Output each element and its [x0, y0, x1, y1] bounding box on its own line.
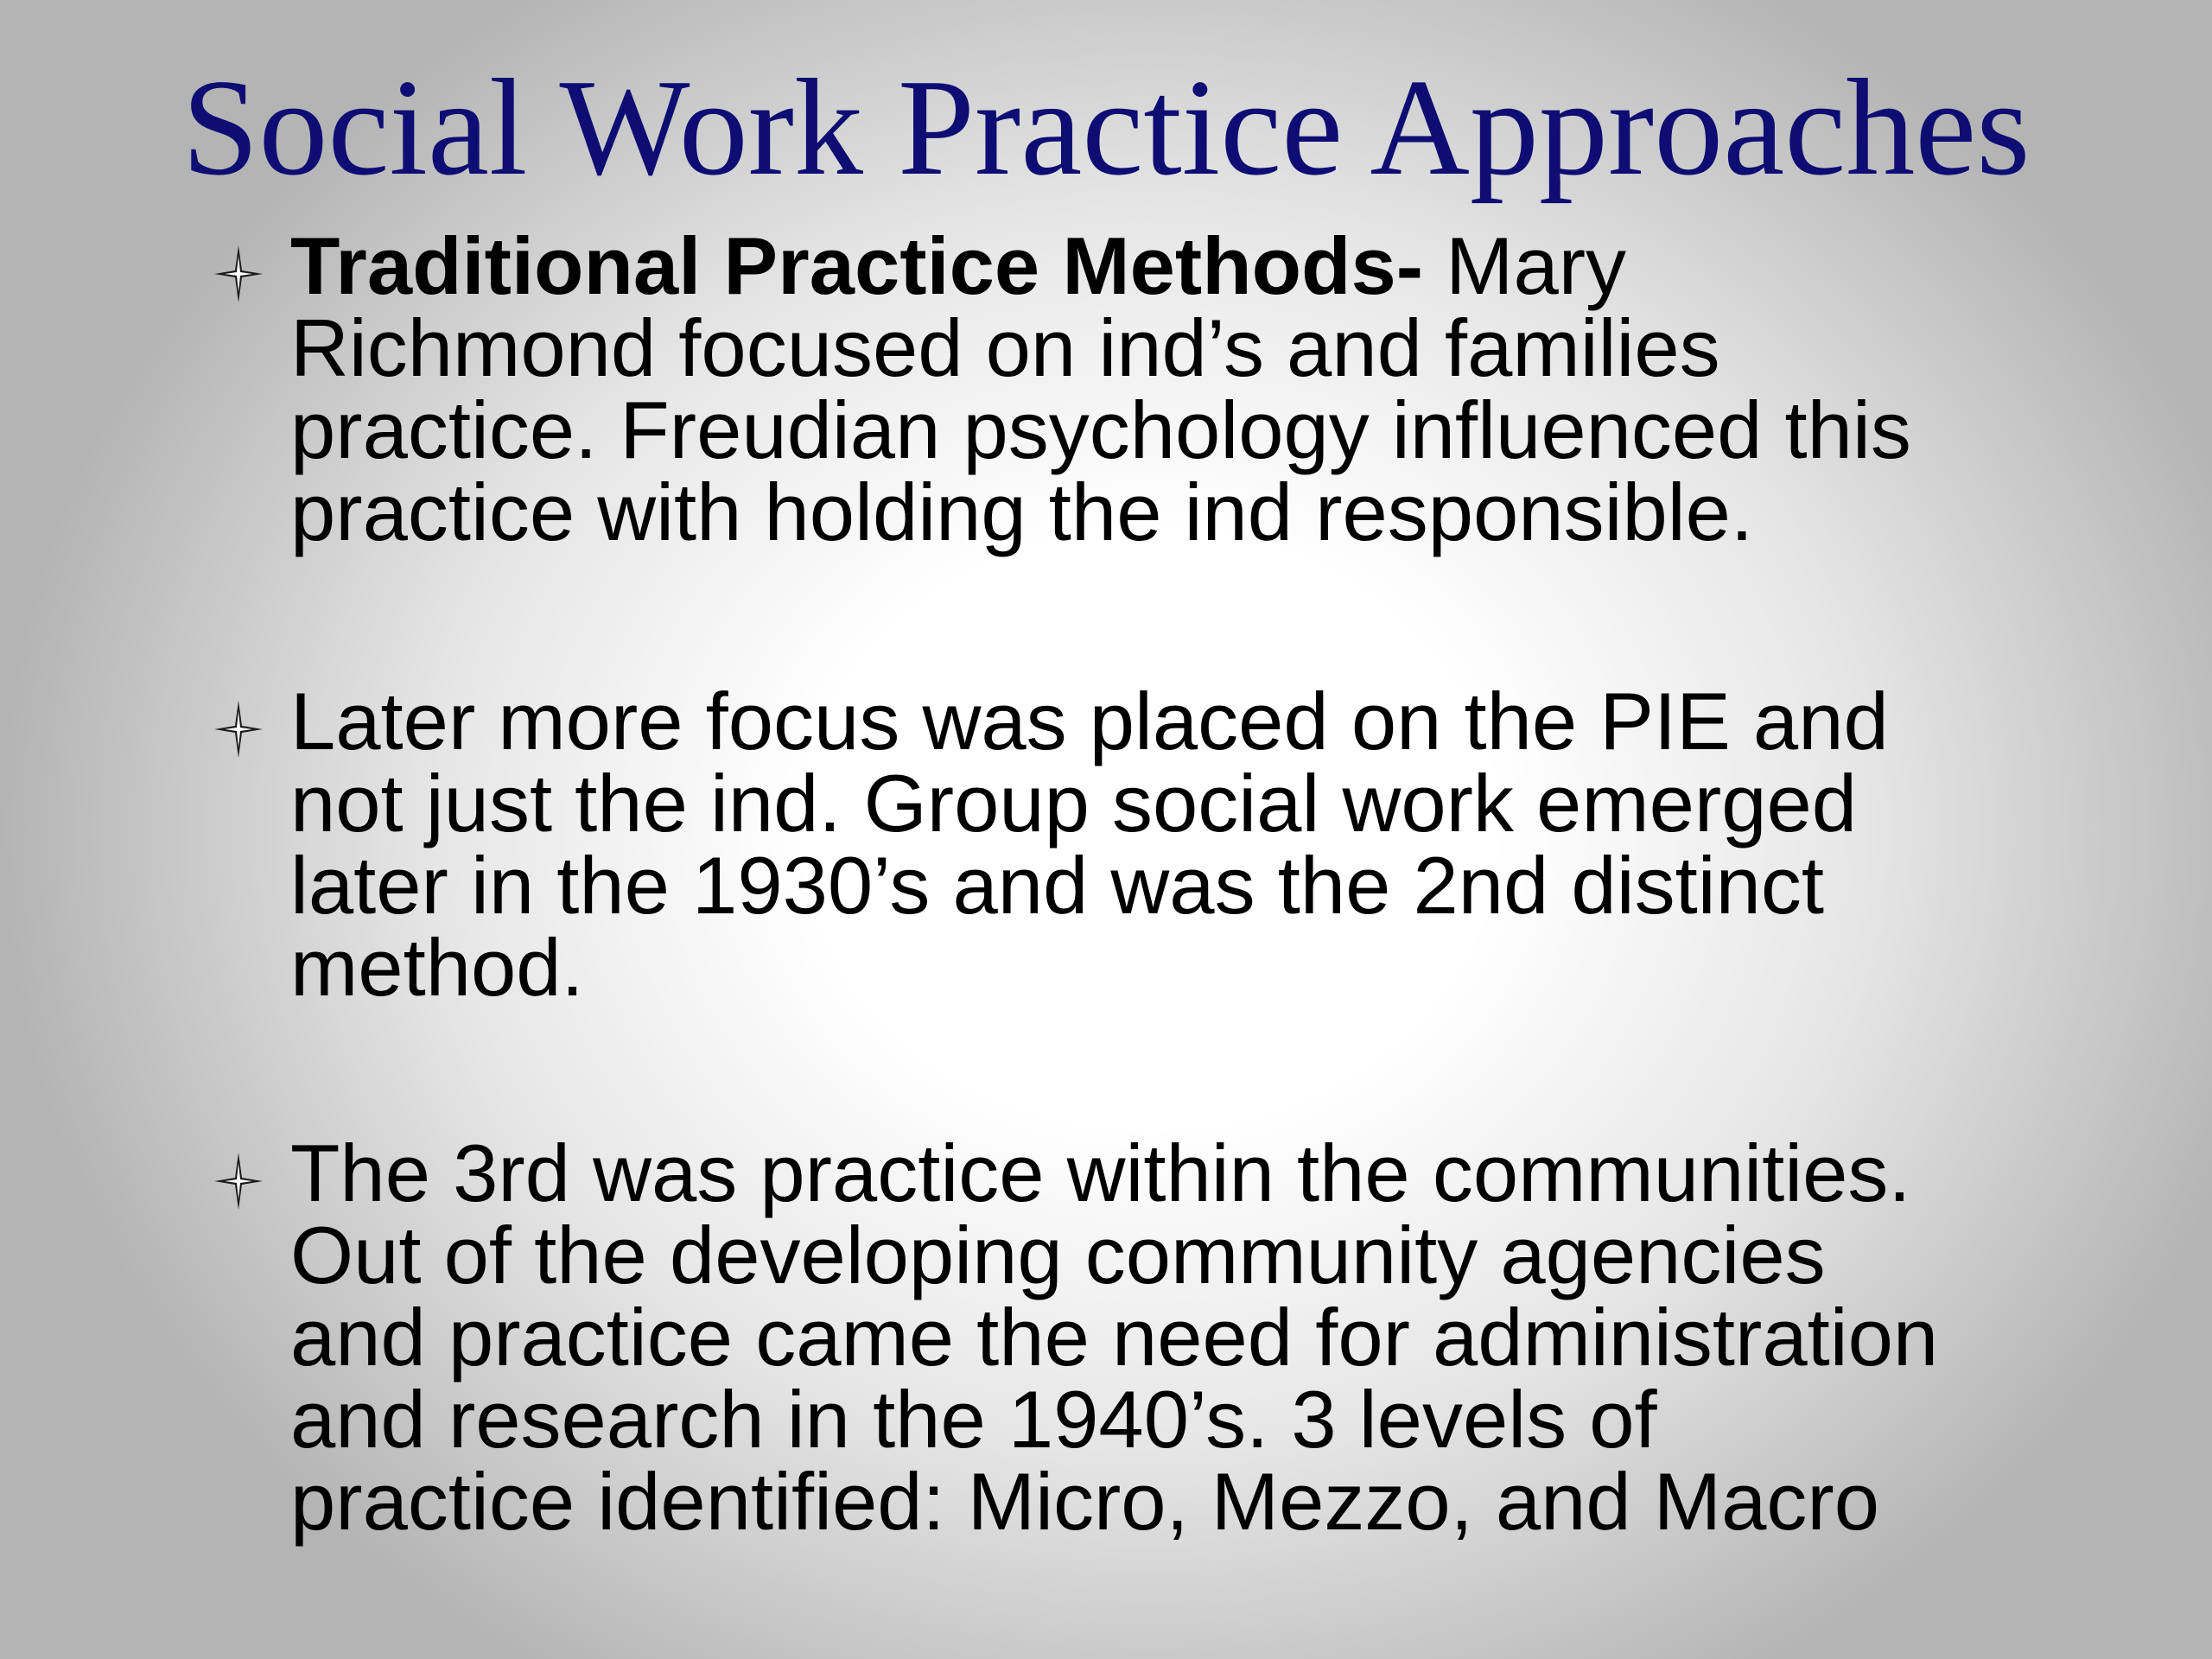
four-point-star-icon: [213, 244, 264, 304]
bullet-line: The 3rd was practice within the communities.: [290, 1128, 1911, 1218]
bullet-line: Out of the developing community agencies: [290, 1210, 1826, 1300]
four-point-star-icon: [213, 1151, 264, 1211]
bullet-line: Richmond focused on ind’s and families: [290, 302, 1720, 393]
bullet-line: practice. Freudian psychology influenced this: [290, 385, 1911, 475]
bullet-text: [290, 220, 2070, 557]
bullet-text: [290, 1128, 2070, 1547]
bullet-line: Traditional Practice Methods- Mary: [290, 220, 1627, 311]
bullet-line: later in the 1930’s and was the 2nd distinct: [290, 840, 1824, 931]
bullet-line: not just the ind. Group social work emerged: [290, 758, 1858, 849]
bullet-text: [290, 676, 2070, 1013]
bullet-heading: Traditional Practice Methods-: [290, 220, 1424, 311]
bullet-line: practice with holding the ind responsible.: [290, 467, 1754, 557]
bullet-line: and practice came the need for administration: [290, 1292, 1939, 1382]
bullet-line: and research in the 1940’s. 3 levels of: [290, 1374, 1657, 1465]
bullet-line: method.: [290, 922, 584, 1013]
slide-title: Social Work Practice Approaches: [181, 50, 2031, 204]
bullet-line: practice identified: Micro, Mezzo, and Macro: [290, 1456, 1879, 1547]
bullet-line: Later more focus was placed on the PIE and: [290, 676, 1889, 766]
four-point-star-icon: [213, 699, 264, 760]
